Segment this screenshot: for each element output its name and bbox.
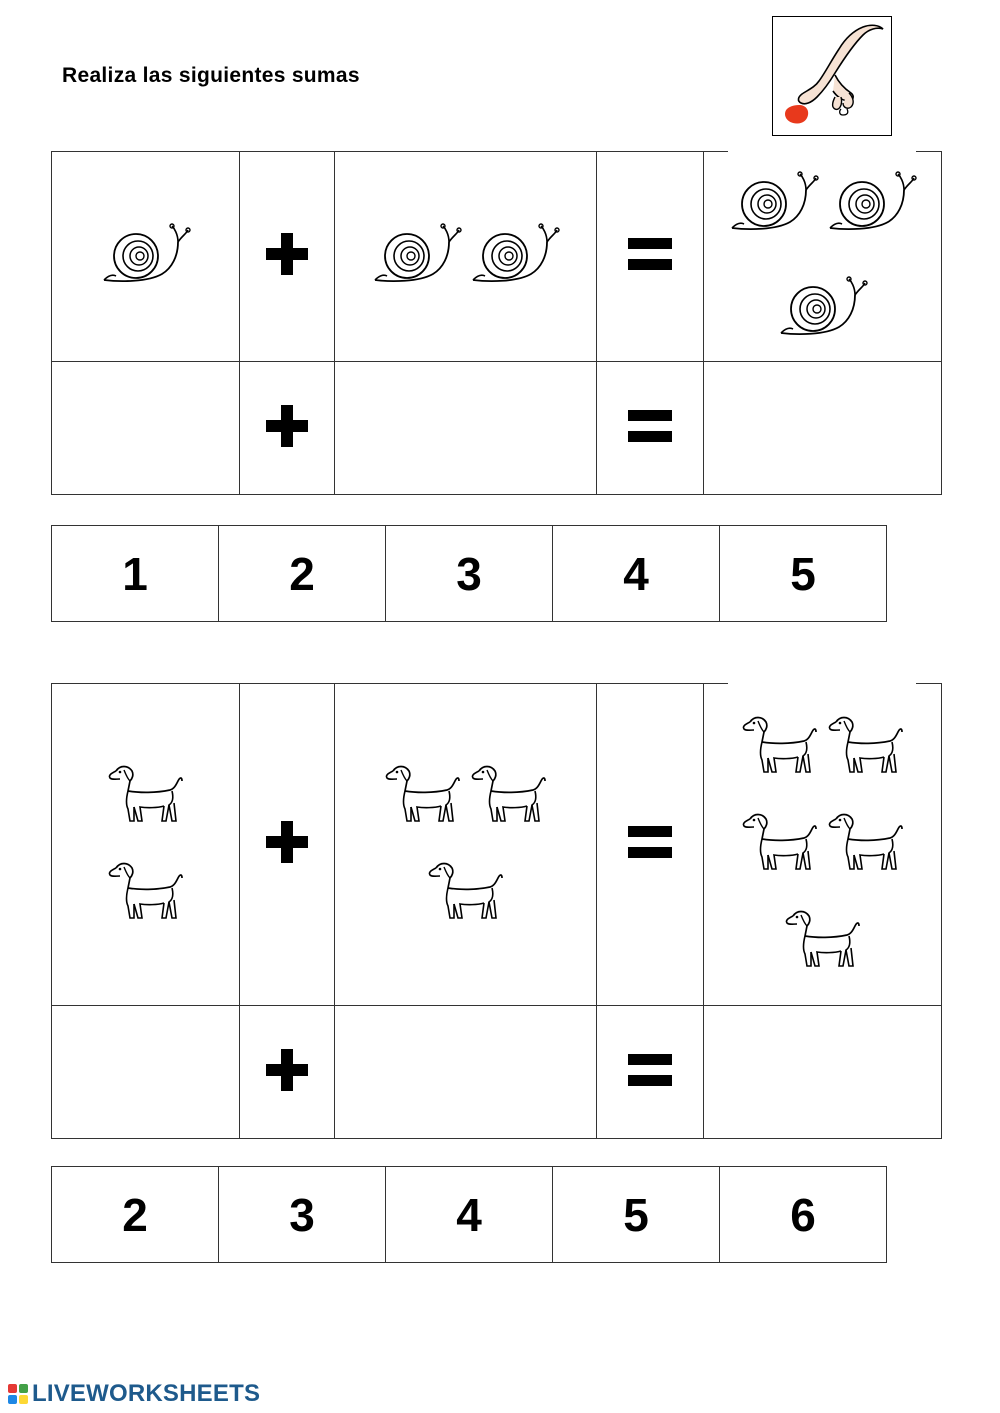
exercise-1-answer-addend-2[interactable]: [335, 362, 597, 495]
border-gap: [728, 681, 916, 685]
option-number[interactable]: 2: [52, 1167, 219, 1263]
equals-sign: [627, 235, 673, 273]
exercise-1-answer-equals-cell: [597, 362, 704, 495]
option-number[interactable]: 5: [720, 526, 887, 622]
dog-icon: [106, 860, 186, 927]
exercise-1-addend-1-cell: [52, 152, 240, 362]
exercise-1-sum-cell: [704, 152, 942, 362]
equals-sign: [627, 407, 673, 445]
exercise-2-answer-plus-cell: [240, 1006, 335, 1139]
instruction-title: Realiza las siguientes sumas: [62, 64, 360, 87]
pointing-pictogram: [772, 16, 892, 136]
exercise-2-sum-cell: [704, 684, 942, 1006]
dog-icon: [826, 714, 906, 781]
border-gap: [728, 149, 916, 153]
exercise-1-addend-2-cell: [335, 152, 597, 362]
brand-name: LIVEWORKSHEETS: [32, 1380, 261, 1407]
exercise-1-answer-addend-1[interactable]: [52, 362, 240, 495]
exercise-1-number-options: [51, 525, 887, 622]
option-number[interactable]: 1: [52, 526, 219, 622]
exercise-2-grid: [51, 683, 942, 1139]
snail-icon: [777, 275, 869, 344]
exercise-2-addend-2-cell: [335, 684, 597, 1006]
snail-icon: [100, 222, 192, 291]
exercise-1-plus-cell: [240, 152, 335, 362]
exercise-2-answer-addend-2[interactable]: [335, 1006, 597, 1139]
exercise-2-answer-equals-cell: [597, 1006, 704, 1139]
dog-icon: [106, 763, 186, 830]
exercise-1-answer-sum[interactable]: [704, 362, 942, 495]
dog-icon: [783, 908, 863, 975]
plus-sign: [264, 231, 310, 277]
option-number[interactable]: 6: [720, 1167, 887, 1263]
exercise-2-answer-addend-1[interactable]: [52, 1006, 240, 1139]
option-number[interactable]: 4: [386, 1167, 553, 1263]
exercise-2-plus-cell: [240, 684, 335, 1006]
option-number[interactable]: 2: [219, 526, 386, 622]
snail-icon: [728, 170, 820, 239]
equals-sign: [627, 823, 673, 861]
snail-icon: [371, 222, 463, 291]
exercise-2-addend-1-cell: [52, 684, 240, 1006]
snail-icon: [826, 170, 918, 239]
plus-sign: [264, 1047, 310, 1093]
exercise-2-number-options: [51, 1166, 887, 1263]
dog-icon: [740, 811, 820, 878]
liveworksheets-logo-icon: [8, 1384, 28, 1404]
plus-sign: [264, 819, 310, 865]
footer-brand: [8, 1382, 260, 1406]
exercise-1-equals-cell: [597, 152, 704, 362]
option-number[interactable]: 5: [553, 1167, 720, 1263]
exercise-1-grid: [51, 151, 942, 495]
exercise-2-equals-cell: [597, 684, 704, 1006]
finger-pointing-icon: [773, 17, 891, 135]
option-number[interactable]: 4: [553, 526, 720, 622]
equals-sign: [627, 1051, 673, 1089]
exercise-2-answer-sum[interactable]: [704, 1006, 942, 1139]
option-number[interactable]: 3: [219, 1167, 386, 1263]
dog-icon: [469, 763, 549, 830]
dog-icon: [383, 763, 463, 830]
snail-icon: [469, 222, 561, 291]
exercise-1-answer-plus-cell: [240, 362, 335, 495]
plus-sign: [264, 403, 310, 449]
dog-icon: [740, 714, 820, 781]
dog-icon: [826, 811, 906, 878]
option-number[interactable]: 3: [386, 526, 553, 622]
dog-icon: [426, 860, 506, 927]
